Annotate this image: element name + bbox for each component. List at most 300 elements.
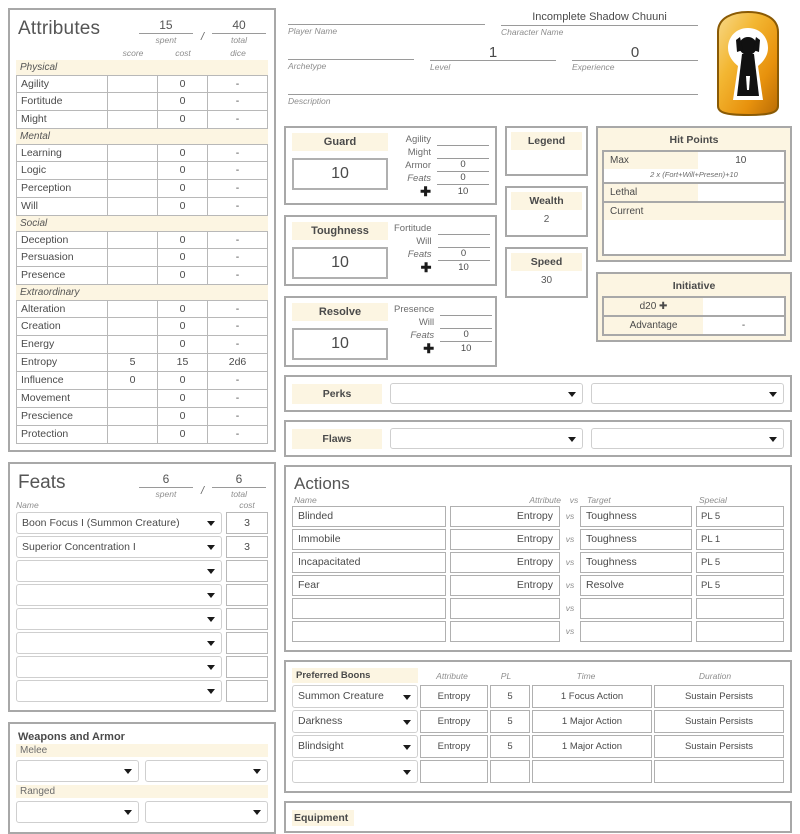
- attribute-cost: 0: [158, 231, 208, 249]
- attribute-score[interactable]: 5: [108, 354, 158, 372]
- weapons-ranged-label: Ranged: [16, 785, 268, 798]
- attribute-row: [16, 300, 268, 318]
- attribute-cost: 0: [158, 144, 208, 162]
- attribute-name: Learning: [16, 144, 108, 162]
- feats-spent-label: spent: [155, 489, 177, 499]
- attributes-points-tally: [139, 18, 266, 45]
- feat-cost[interactable]: [226, 632, 268, 654]
- player-name-input[interactable]: [288, 10, 485, 25]
- chevron-down-icon: [769, 437, 777, 442]
- boon-row: [292, 710, 784, 733]
- attribute-name: Prescience: [16, 408, 108, 426]
- actions-column-headers: [292, 495, 784, 506]
- attribute-score[interactable]: [108, 390, 158, 408]
- initiative-box: [596, 272, 792, 342]
- defense-line: [394, 133, 489, 146]
- attribute-score[interactable]: [108, 198, 158, 216]
- hp-current-label: Current: [604, 203, 784, 220]
- defense-base-value: 10: [457, 186, 469, 197]
- feat-select[interactable]: [16, 512, 222, 534]
- mini-stat-box: [505, 186, 588, 237]
- defense-line-value[interactable]: [440, 304, 492, 316]
- hp-max-value[interactable]: 10: [735, 155, 747, 166]
- logo: [708, 10, 788, 118]
- attribute-dice: -: [208, 93, 268, 111]
- boons-table: [292, 685, 784, 783]
- attribute-name: Might: [16, 111, 108, 129]
- plus-icon: ✚: [420, 184, 431, 199]
- actions-col-attribute: Attribute: [529, 495, 561, 505]
- defense-line-value[interactable]: [440, 317, 492, 329]
- defense-total-line: [394, 342, 492, 355]
- defense-name: Toughness: [292, 222, 388, 240]
- defense-line: [394, 172, 489, 185]
- actions-table: [292, 506, 784, 642]
- boon-attribute: Entropy: [420, 710, 488, 733]
- feats-column-headers: [16, 499, 268, 512]
- action-row: [292, 598, 784, 619]
- mini-stat-name: Wealth: [511, 192, 582, 210]
- defense-base-value: 10: [458, 262, 469, 273]
- feat-select[interactable]: [16, 632, 222, 654]
- attribute-score[interactable]: [108, 300, 158, 318]
- mini-stat-name: Legend: [511, 132, 582, 150]
- attribute-cost: 0: [158, 408, 208, 426]
- flaws-select-left[interactable]: [390, 428, 583, 449]
- initiative-advantage-label: Advantage: [604, 317, 703, 334]
- action-row: [292, 529, 784, 550]
- defense-line: [394, 316, 492, 329]
- attribute-group-header: Mental: [16, 129, 268, 144]
- actions-panel: [284, 465, 792, 652]
- feat-row: [16, 632, 268, 654]
- attribute-score[interactable]: [108, 426, 158, 444]
- character-name-input[interactable]: Incomplete Shadow Chuuni: [501, 10, 698, 26]
- defense-left: [292, 303, 388, 360]
- feats-total-value[interactable]: 6: [212, 472, 266, 488]
- attribute-dice: -: [208, 372, 268, 390]
- mini-stat-value[interactable]: 2: [543, 214, 550, 225]
- preferred-boons-panel: [284, 660, 792, 793]
- chevron-down-icon: [207, 641, 215, 646]
- feat-select[interactable]: [16, 608, 222, 630]
- defense-total-line: [394, 185, 489, 198]
- hit-points-table: [602, 150, 786, 256]
- weapons-ranged-row: [16, 798, 268, 826]
- chevron-down-icon: [253, 769, 261, 774]
- action-special[interactable]: PL 1: [696, 529, 784, 550]
- defense-line-value[interactable]: 0: [437, 172, 489, 185]
- defense-line-label: Presence: [394, 304, 435, 315]
- weapons-and-armor-panel: [8, 722, 276, 834]
- boons-col-time: Time: [576, 670, 596, 681]
- action-attribute[interactable]: Entropy: [450, 506, 560, 527]
- boons-col-pl: PL: [500, 670, 512, 681]
- attribute-cost: 0: [158, 318, 208, 336]
- action-name[interactable]: [292, 598, 446, 619]
- attribute-name: Deception: [16, 231, 108, 249]
- feat-select[interactable]: [16, 536, 222, 558]
- boon-select[interactable]: [292, 760, 418, 783]
- attributes-total: [212, 18, 266, 45]
- initiative-advantage-value[interactable]: -: [741, 320, 746, 331]
- perks-select-left[interactable]: [390, 383, 583, 404]
- attribute-row: [16, 198, 268, 216]
- action-target[interactable]: Toughness: [580, 506, 692, 527]
- defense-line-label: Feats: [407, 249, 432, 260]
- attribute-score[interactable]: 0: [108, 372, 158, 390]
- attribute-row: [16, 426, 268, 444]
- feat-select[interactable]: [16, 680, 222, 702]
- boon-attribute: Entropy: [420, 685, 488, 708]
- action-attribute[interactable]: Entropy: [450, 529, 560, 550]
- defense-name: Resolve: [292, 303, 388, 321]
- attribute-score[interactable]: [108, 249, 158, 267]
- defense-line-label: Armor: [405, 160, 431, 171]
- boon-pl: [490, 760, 530, 783]
- flaws-select-right[interactable]: [591, 428, 784, 449]
- boon-time: 1 Focus Action: [532, 685, 652, 708]
- feats-col-name: Name: [16, 500, 39, 510]
- action-target[interactable]: Toughness: [580, 552, 692, 573]
- character-name-field: [501, 10, 698, 37]
- chevron-down-icon: [403, 695, 411, 700]
- feat-row: [16, 512, 268, 534]
- experience-label: Experience: [572, 62, 615, 72]
- action-target[interactable]: [580, 621, 692, 642]
- attribute-name: Energy: [16, 336, 108, 354]
- attributes-header: [16, 16, 268, 45]
- archetype-input[interactable]: [288, 45, 414, 60]
- attribute-row: [16, 144, 268, 162]
- feat-name: Superior Concentration I: [22, 541, 136, 553]
- action-vs: vs: [565, 534, 575, 544]
- feat-cost[interactable]: [226, 560, 268, 582]
- defense-line-value[interactable]: 0: [440, 329, 492, 342]
- defense-line: [394, 303, 492, 316]
- attribute-name: Movement: [16, 390, 108, 408]
- action-name[interactable]: Incapacitated: [292, 552, 446, 573]
- defense-right: [394, 133, 489, 198]
- attribute-row: [16, 231, 268, 249]
- chevron-down-icon: [124, 769, 132, 774]
- flaws-label: Flaws: [292, 429, 382, 449]
- defense-line-label: Fortitude: [394, 223, 432, 234]
- attributes-spent-label: spent: [155, 35, 177, 45]
- action-target[interactable]: [580, 598, 692, 619]
- attribute-dice: -: [208, 408, 268, 426]
- equipment-panel: [284, 801, 792, 833]
- experience-input[interactable]: 0: [572, 45, 698, 61]
- boon-name: Blindsight: [298, 740, 344, 752]
- attribute-name: Logic: [16, 162, 108, 180]
- attribute-cost: 0: [158, 267, 208, 285]
- boon-select[interactable]: [292, 685, 418, 708]
- defense-line: [394, 146, 489, 159]
- defense-right: [394, 303, 492, 360]
- feats-spent-value[interactable]: 6: [139, 472, 193, 488]
- defense-line: [394, 222, 490, 235]
- boons-column-headers: [292, 668, 784, 685]
- feat-row: [16, 680, 268, 702]
- mini-stat-box: [505, 247, 588, 298]
- defense-line: [394, 248, 490, 261]
- feat-cost[interactable]: 3: [226, 512, 268, 534]
- action-name[interactable]: Blinded: [292, 506, 446, 527]
- chevron-down-icon: [568, 437, 576, 442]
- boon-time: 1 Major Action: [532, 735, 652, 758]
- defense-total[interactable]: 10: [292, 247, 388, 279]
- defense-line-label: Will: [416, 236, 432, 247]
- attribute-cost: 0: [158, 249, 208, 267]
- attribute-dice: -: [208, 111, 268, 129]
- action-target[interactable]: Resolve: [580, 575, 692, 596]
- level-input[interactable]: 1: [430, 45, 556, 61]
- mini-stat-value[interactable]: [511, 150, 582, 170]
- attribute-score[interactable]: [108, 162, 158, 180]
- defense-line-value[interactable]: [437, 147, 489, 159]
- attribute-name: Fortitude: [16, 93, 108, 111]
- boon-select[interactable]: [292, 735, 418, 758]
- attributes-table: [16, 60, 268, 444]
- feat-cost[interactable]: [226, 680, 268, 702]
- plus-icon: ✚: [420, 260, 432, 275]
- chevron-down-icon: [207, 545, 215, 550]
- defense-box: [284, 296, 497, 367]
- defenses-area: [284, 126, 792, 367]
- mini-stat-value[interactable]: 30: [540, 275, 553, 286]
- chevron-down-icon: [769, 392, 777, 397]
- character-header: [284, 8, 792, 118]
- weapons-melee-row: [16, 757, 268, 785]
- boons-col-attribute: Attribute: [436, 670, 468, 681]
- defense-line-value[interactable]: [438, 236, 490, 248]
- attribute-dice: -: [208, 231, 268, 249]
- actions-col-target: Target: [587, 495, 611, 505]
- boon-duration: Sustain Persists: [654, 735, 784, 758]
- initiative-die-row: [604, 298, 784, 317]
- defense-total[interactable]: 10: [292, 328, 388, 360]
- boon-select[interactable]: [292, 710, 418, 733]
- initiative-die-value[interactable]: [703, 298, 784, 315]
- action-name[interactable]: Immobile: [292, 529, 446, 550]
- melee-detail-select[interactable]: [145, 760, 268, 782]
- attributes-slash: /: [200, 31, 204, 43]
- attributes-title: Attributes: [18, 18, 101, 39]
- attribute-dice: -: [208, 267, 268, 285]
- feat-row: [16, 536, 268, 558]
- attribute-score[interactable]: [108, 144, 158, 162]
- attribute-score[interactable]: [108, 318, 158, 336]
- defense-line: [394, 235, 490, 248]
- feat-row: [16, 608, 268, 630]
- attribute-name: Influence: [16, 372, 108, 390]
- chevron-down-icon: [403, 770, 411, 775]
- initiative-die-label: d20 ✚: [604, 298, 703, 315]
- defense-line-value[interactable]: [438, 223, 490, 235]
- defense-line-value[interactable]: [437, 134, 489, 146]
- action-row: [292, 506, 784, 527]
- feats-header: [16, 470, 268, 499]
- description-label: Description: [288, 96, 331, 106]
- attribute-score[interactable]: [108, 267, 158, 285]
- attribute-row: [16, 75, 268, 93]
- boon-pl: 5: [490, 735, 530, 758]
- hp-max-label: Max: [604, 152, 698, 169]
- action-name[interactable]: Fear: [292, 575, 446, 596]
- action-attribute[interactable]: Entropy: [450, 552, 560, 573]
- equipment-title: Equipment: [292, 810, 354, 826]
- actions-col-special: Special: [699, 495, 727, 505]
- action-row: [292, 575, 784, 596]
- feat-select[interactable]: [16, 656, 222, 678]
- attribute-dice: -: [208, 144, 268, 162]
- attribute-name: Protection: [16, 426, 108, 444]
- attribute-row: [16, 180, 268, 198]
- action-attribute[interactable]: Entropy: [450, 575, 560, 596]
- hp-lethal-row: [604, 184, 784, 203]
- chevron-down-icon: [403, 745, 411, 750]
- archetype-label: Archetype: [288, 61, 327, 71]
- boons-col-duration: Duration: [698, 670, 732, 681]
- attribute-cost: 15: [158, 354, 208, 372]
- perks-select-right[interactable]: [591, 383, 784, 404]
- action-attribute[interactable]: [450, 621, 560, 642]
- mini-stat-name: Speed: [511, 253, 582, 271]
- weapons-title: Weapons and Armor: [18, 731, 125, 743]
- attribute-cost: 0: [158, 93, 208, 111]
- attribute-name: Alteration: [16, 300, 108, 318]
- boon-duration: Sustain Persists: [654, 710, 784, 733]
- defense-line: [394, 329, 492, 342]
- hp-max-row: [604, 152, 784, 169]
- attribute-name: Presence: [16, 267, 108, 285]
- experience-field: [572, 45, 698, 72]
- feat-row: [16, 584, 268, 606]
- defense-line-value[interactable]: 0: [437, 159, 489, 172]
- attribute-row: [16, 111, 268, 129]
- action-target[interactable]: Toughness: [580, 529, 692, 550]
- attributes-spent-value[interactable]: 15: [139, 18, 193, 34]
- player-name-field: [288, 10, 485, 37]
- defense-line-label: Will: [418, 317, 435, 328]
- description-input[interactable]: [288, 80, 698, 95]
- chevron-down-icon: [253, 810, 261, 815]
- boon-time: [532, 760, 652, 783]
- action-special[interactable]: PL 5: [696, 575, 784, 596]
- feat-cost[interactable]: [226, 584, 268, 606]
- header-fields: [288, 10, 698, 118]
- feats-total-label: total: [230, 489, 248, 499]
- hit-points-title: Hit Points: [669, 134, 719, 146]
- melee-weapon-select[interactable]: [16, 760, 139, 782]
- attribute-score[interactable]: [108, 75, 158, 93]
- attributes-col-score: score: [122, 48, 144, 58]
- action-special[interactable]: [696, 598, 784, 619]
- action-name[interactable]: [292, 621, 446, 642]
- action-special[interactable]: PL 5: [696, 552, 784, 573]
- boon-row: [292, 685, 784, 708]
- feats-slash: /: [200, 485, 204, 497]
- perks-box: [284, 375, 792, 412]
- boon-attribute: Entropy: [420, 735, 488, 758]
- boon-row: [292, 760, 784, 783]
- attribute-score[interactable]: [108, 231, 158, 249]
- mini-stat-box: [505, 126, 588, 176]
- defense-left: [292, 133, 388, 198]
- attribute-dice: -: [208, 180, 268, 198]
- chevron-down-icon: [124, 810, 132, 815]
- chevron-down-icon: [207, 617, 215, 622]
- attribute-dice: -: [208, 300, 268, 318]
- defense-line-label: Might: [407, 147, 431, 158]
- player-name-label: Player Name: [288, 26, 338, 36]
- defense-line-value[interactable]: 0: [438, 248, 490, 261]
- boon-time: 1 Major Action: [532, 710, 652, 733]
- defense-line: [394, 159, 489, 172]
- attribute-score[interactable]: [108, 180, 158, 198]
- feats-panel: [8, 462, 276, 712]
- feat-cost[interactable]: 3: [226, 536, 268, 558]
- defense-line-label: Feats: [407, 173, 431, 184]
- feat-name: Boon Focus I (Summon Creature): [22, 517, 180, 529]
- perks-label: Perks: [292, 384, 382, 404]
- action-special[interactable]: [696, 621, 784, 642]
- attribute-cost: 0: [158, 111, 208, 129]
- attribute-cost: 0: [158, 390, 208, 408]
- attribute-score[interactable]: [108, 336, 158, 354]
- attributes-col-dice: dice: [230, 48, 246, 58]
- ranged-weapon-select[interactable]: [16, 801, 139, 823]
- weapons-melee-label: Melee: [16, 744, 268, 757]
- boon-name: Darkness: [298, 715, 343, 727]
- boon-attribute: [420, 760, 488, 783]
- feat-cost[interactable]: [226, 608, 268, 630]
- feats-list: [16, 512, 268, 702]
- attribute-cost: 0: [158, 300, 208, 318]
- boon-row: [292, 735, 784, 758]
- attribute-score[interactable]: [108, 111, 158, 129]
- chevron-down-icon: [568, 392, 576, 397]
- action-special[interactable]: PL 5: [696, 506, 784, 527]
- attribute-row: [16, 249, 268, 267]
- attribute-score[interactable]: [108, 93, 158, 111]
- attribute-cost: 0: [158, 372, 208, 390]
- hp-current-area[interactable]: [604, 220, 784, 254]
- feat-row: [16, 656, 268, 678]
- defense-line-label: Agility: [405, 134, 431, 145]
- attributes-column-headers: [16, 45, 268, 60]
- ranged-detail-select[interactable]: [145, 801, 268, 823]
- action-attribute[interactable]: [450, 598, 560, 619]
- hp-lethal-label: Lethal: [604, 184, 698, 201]
- feat-select[interactable]: [16, 560, 222, 582]
- feats-spent: [139, 472, 193, 499]
- hp-lethal-value[interactable]: [698, 184, 784, 201]
- feat-select[interactable]: [16, 584, 222, 606]
- attributes-total-value[interactable]: 40: [212, 18, 266, 34]
- hit-points-box: [596, 126, 792, 262]
- attribute-row: [16, 336, 268, 354]
- chevron-down-icon: [207, 665, 215, 670]
- attribute-row: [16, 162, 268, 180]
- flaws-box: [284, 420, 792, 457]
- feat-cost[interactable]: [226, 656, 268, 678]
- attribute-score[interactable]: [108, 408, 158, 426]
- archetype-field: [288, 45, 414, 72]
- attributes-col-cost: cost: [175, 48, 191, 58]
- defense-total[interactable]: 10: [292, 158, 388, 190]
